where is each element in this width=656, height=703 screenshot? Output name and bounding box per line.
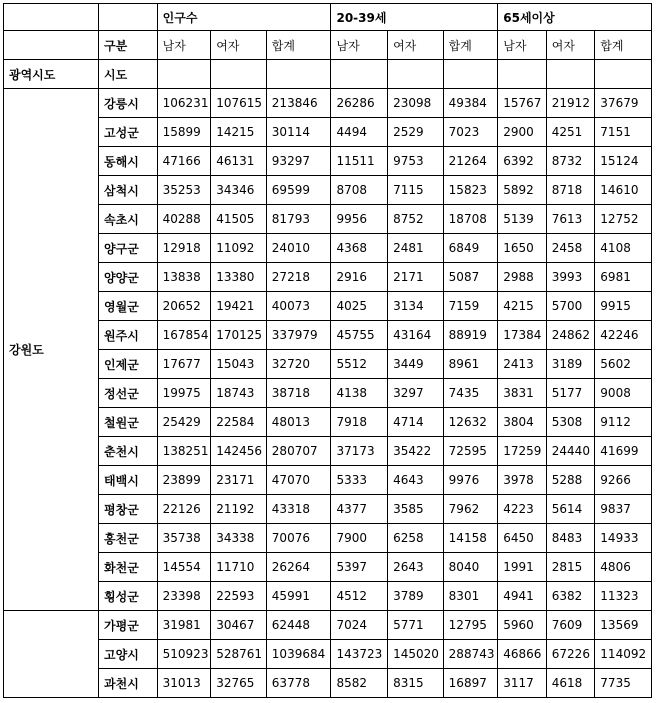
value-cell: 15043	[211, 350, 267, 379]
value-cell: 70076	[266, 524, 331, 553]
city-cell: 횡성군	[99, 582, 158, 611]
population-table	[3, 3, 652, 698]
value-cell: 7023	[443, 118, 498, 147]
value-cell: 4223	[498, 495, 547, 524]
value-cell: 8582	[331, 669, 388, 698]
value-cell: 32720	[266, 350, 331, 379]
city-cell: 화천군	[99, 553, 158, 582]
value-cell: 19421	[211, 292, 267, 321]
header-region-row	[4, 60, 652, 89]
value-cell: 17677	[157, 350, 211, 379]
value-cell: 14933	[595, 524, 652, 553]
value-cell: 8301	[443, 582, 498, 611]
value-cell: 7609	[546, 611, 595, 640]
value-cell: 15899	[157, 118, 211, 147]
value-cell: 5177	[546, 379, 595, 408]
value-cell: 2481	[388, 234, 444, 263]
value-cell: 6849	[443, 234, 498, 263]
value-cell: 30467	[211, 611, 267, 640]
value-cell: 26264	[266, 553, 331, 582]
value-cell: 8718	[546, 176, 595, 205]
value-cell: 11710	[211, 553, 267, 582]
value-cell: 21264	[443, 147, 498, 176]
value-cell: 3449	[388, 350, 444, 379]
value-cell: 6392	[498, 147, 547, 176]
header-group-row	[4, 4, 652, 31]
city-cell: 양양군	[99, 263, 158, 292]
city-cell: 평창군	[99, 495, 158, 524]
value-cell: 5771	[388, 611, 444, 640]
table-row	[4, 466, 652, 495]
value-cell: 25429	[157, 408, 211, 437]
value-cell: 8732	[546, 147, 595, 176]
value-cell: 4494	[331, 118, 388, 147]
value-cell: 23171	[211, 466, 267, 495]
header-total: 합계	[266, 31, 331, 60]
header-blank	[211, 60, 267, 89]
value-cell: 7962	[443, 495, 498, 524]
value-cell: 35738	[157, 524, 211, 553]
value-cell: 31981	[157, 611, 211, 640]
value-cell: 4512	[331, 582, 388, 611]
value-cell: 9753	[388, 147, 444, 176]
province-cell: 강원도	[4, 89, 99, 611]
value-cell: 17384	[498, 321, 547, 350]
value-cell: 16897	[443, 669, 498, 698]
value-cell: 2458	[546, 234, 595, 263]
table-row	[4, 495, 652, 524]
header-blank	[157, 60, 211, 89]
header-gubun: 구분	[99, 31, 158, 60]
city-cell: 속초시	[99, 205, 158, 234]
value-cell: 2815	[546, 553, 595, 582]
table-row	[4, 669, 652, 698]
table-row	[4, 234, 652, 263]
header-total: 합계	[443, 31, 498, 60]
value-cell: 9112	[595, 408, 652, 437]
value-cell: 3585	[388, 495, 444, 524]
value-cell: 4643	[388, 466, 444, 495]
city-cell: 삼척시	[99, 176, 158, 205]
value-cell: 40073	[266, 292, 331, 321]
value-cell: 41699	[595, 437, 652, 466]
city-cell: 인제군	[99, 350, 158, 379]
value-cell: 5308	[546, 408, 595, 437]
city-cell: 고양시	[99, 640, 158, 669]
city-cell: 태백시	[99, 466, 158, 495]
value-cell: 35253	[157, 176, 211, 205]
value-cell: 43164	[388, 321, 444, 350]
value-cell: 3804	[498, 408, 547, 437]
value-cell: 5333	[331, 466, 388, 495]
value-cell: 17259	[498, 437, 547, 466]
value-cell: 38718	[266, 379, 331, 408]
value-cell: 14158	[443, 524, 498, 553]
value-cell: 2171	[388, 263, 444, 292]
value-cell: 5139	[498, 205, 547, 234]
city-cell: 고성군	[99, 118, 158, 147]
value-cell: 13380	[211, 263, 267, 292]
value-cell: 5602	[595, 350, 652, 379]
value-cell: 143723	[331, 640, 388, 669]
value-cell: 2643	[388, 553, 444, 582]
value-cell: 138251	[157, 437, 211, 466]
value-cell: 43318	[266, 495, 331, 524]
value-cell: 37173	[331, 437, 388, 466]
header-blank	[443, 60, 498, 89]
value-cell: 5288	[546, 466, 595, 495]
value-cell: 7918	[331, 408, 388, 437]
value-cell: 88919	[443, 321, 498, 350]
header-male: 남자	[331, 31, 388, 60]
value-cell: 21912	[546, 89, 595, 118]
value-cell: 4025	[331, 292, 388, 321]
header-female: 여자	[211, 31, 267, 60]
table-row	[4, 611, 652, 640]
value-cell: 7151	[595, 118, 652, 147]
value-cell: 510923	[157, 640, 211, 669]
value-cell: 15767	[498, 89, 547, 118]
table-row	[4, 292, 652, 321]
value-cell: 14554	[157, 553, 211, 582]
value-cell: 27218	[266, 263, 331, 292]
value-cell: 18743	[211, 379, 267, 408]
value-cell: 4377	[331, 495, 388, 524]
table-row	[4, 321, 652, 350]
value-cell: 106231	[157, 89, 211, 118]
value-cell: 8961	[443, 350, 498, 379]
value-cell: 47070	[266, 466, 331, 495]
header-sido: 시도	[99, 60, 158, 89]
header-male: 남자	[498, 31, 547, 60]
value-cell: 34338	[211, 524, 267, 553]
value-cell: 4806	[595, 553, 652, 582]
value-cell: 14215	[211, 118, 267, 147]
table-row	[4, 582, 652, 611]
value-cell: 26286	[331, 89, 388, 118]
value-cell: 24862	[546, 321, 595, 350]
value-cell: 4251	[546, 118, 595, 147]
header-blank	[4, 31, 99, 60]
city-cell: 홍천군	[99, 524, 158, 553]
city-cell: 정선군	[99, 379, 158, 408]
value-cell: 4215	[498, 292, 547, 321]
value-cell: 3978	[498, 466, 547, 495]
value-cell: 12632	[443, 408, 498, 437]
value-cell: 4618	[546, 669, 595, 698]
value-cell: 72595	[443, 437, 498, 466]
table-row	[4, 205, 652, 234]
value-cell: 170125	[211, 321, 267, 350]
value-cell: 142456	[211, 437, 267, 466]
table-body	[4, 89, 652, 698]
value-cell: 2529	[388, 118, 444, 147]
header-blank	[388, 60, 444, 89]
value-cell: 34346	[211, 176, 267, 205]
city-cell: 강릉시	[99, 89, 158, 118]
header-total: 합계	[595, 31, 652, 60]
value-cell: 8315	[388, 669, 444, 698]
value-cell: 6382	[546, 582, 595, 611]
value-cell: 7435	[443, 379, 498, 408]
value-cell: 46131	[211, 147, 267, 176]
value-cell: 4138	[331, 379, 388, 408]
value-cell: 48013	[266, 408, 331, 437]
value-cell: 13569	[595, 611, 652, 640]
table-row	[4, 147, 652, 176]
header-blank	[331, 60, 388, 89]
table-row	[4, 640, 652, 669]
value-cell: 9915	[595, 292, 652, 321]
value-cell: 12918	[157, 234, 211, 263]
value-cell: 45755	[331, 321, 388, 350]
value-cell: 3297	[388, 379, 444, 408]
value-cell: 2916	[331, 263, 388, 292]
header-female: 여자	[546, 31, 595, 60]
value-cell: 7115	[388, 176, 444, 205]
value-cell: 3831	[498, 379, 547, 408]
value-cell: 213846	[266, 89, 331, 118]
value-cell: 288743	[443, 640, 498, 669]
value-cell: 1039684	[266, 640, 331, 669]
table-row	[4, 437, 652, 466]
province-cell	[4, 611, 99, 698]
value-cell: 9956	[331, 205, 388, 234]
table-row	[4, 379, 652, 408]
header-sub-row	[4, 31, 652, 60]
city-cell: 철원군	[99, 408, 158, 437]
value-cell: 41505	[211, 205, 267, 234]
table-row	[4, 408, 652, 437]
value-cell: 40288	[157, 205, 211, 234]
value-cell: 7613	[546, 205, 595, 234]
value-cell: 63778	[266, 669, 331, 698]
header-blank	[4, 4, 99, 31]
value-cell: 4368	[331, 234, 388, 263]
value-cell: 7735	[595, 669, 652, 698]
city-cell: 동해시	[99, 147, 158, 176]
value-cell: 9008	[595, 379, 652, 408]
value-cell: 6258	[388, 524, 444, 553]
value-cell: 280707	[266, 437, 331, 466]
value-cell: 12795	[443, 611, 498, 640]
value-cell: 35422	[388, 437, 444, 466]
value-cell: 6981	[595, 263, 652, 292]
value-cell: 8708	[331, 176, 388, 205]
value-cell: 167854	[157, 321, 211, 350]
value-cell: 20652	[157, 292, 211, 321]
value-cell: 69599	[266, 176, 331, 205]
value-cell: 24010	[266, 234, 331, 263]
value-cell: 5960	[498, 611, 547, 640]
value-cell: 32765	[211, 669, 267, 698]
table-row	[4, 89, 652, 118]
value-cell: 4941	[498, 582, 547, 611]
value-cell: 1650	[498, 234, 547, 263]
value-cell: 3189	[546, 350, 595, 379]
value-cell: 30114	[266, 118, 331, 147]
value-cell: 4714	[388, 408, 444, 437]
value-cell: 67226	[546, 640, 595, 669]
value-cell: 6450	[498, 524, 547, 553]
header-group-age-65plus: 65세이상	[498, 4, 652, 31]
value-cell: 1991	[498, 553, 547, 582]
value-cell: 93297	[266, 147, 331, 176]
value-cell: 47166	[157, 147, 211, 176]
value-cell: 19975	[157, 379, 211, 408]
value-cell: 11511	[331, 147, 388, 176]
value-cell: 23098	[388, 89, 444, 118]
value-cell: 22593	[211, 582, 267, 611]
city-cell: 원주시	[99, 321, 158, 350]
value-cell: 49384	[443, 89, 498, 118]
value-cell: 45991	[266, 582, 331, 611]
header-blank	[595, 60, 652, 89]
value-cell: 114092	[595, 640, 652, 669]
value-cell: 23398	[157, 582, 211, 611]
header-blank	[498, 60, 547, 89]
city-cell: 가평군	[99, 611, 158, 640]
value-cell: 18708	[443, 205, 498, 234]
value-cell: 7024	[331, 611, 388, 640]
value-cell: 4108	[595, 234, 652, 263]
value-cell: 9976	[443, 466, 498, 495]
value-cell: 337979	[266, 321, 331, 350]
value-cell: 24440	[546, 437, 595, 466]
value-cell: 14610	[595, 176, 652, 205]
value-cell: 3117	[498, 669, 547, 698]
table-row	[4, 350, 652, 379]
value-cell: 42246	[595, 321, 652, 350]
value-cell: 15124	[595, 147, 652, 176]
value-cell: 3993	[546, 263, 595, 292]
city-cell: 춘천시	[99, 437, 158, 466]
table-row	[4, 553, 652, 582]
city-cell: 영월군	[99, 292, 158, 321]
value-cell: 12752	[595, 205, 652, 234]
value-cell: 21192	[211, 495, 267, 524]
value-cell: 46866	[498, 640, 547, 669]
city-cell: 과천시	[99, 669, 158, 698]
header-blank	[546, 60, 595, 89]
value-cell: 3134	[388, 292, 444, 321]
table-row	[4, 176, 652, 205]
value-cell: 2900	[498, 118, 547, 147]
table-row	[4, 524, 652, 553]
value-cell: 9266	[595, 466, 652, 495]
value-cell: 11092	[211, 234, 267, 263]
header-group-population: 인구수	[157, 4, 331, 31]
value-cell: 528761	[211, 640, 267, 669]
value-cell: 5892	[498, 176, 547, 205]
value-cell: 31013	[157, 669, 211, 698]
value-cell: 2413	[498, 350, 547, 379]
value-cell: 8483	[546, 524, 595, 553]
table-row	[4, 118, 652, 147]
value-cell: 15823	[443, 176, 498, 205]
value-cell: 5087	[443, 263, 498, 292]
value-cell: 22126	[157, 495, 211, 524]
value-cell: 107615	[211, 89, 267, 118]
value-cell: 37679	[595, 89, 652, 118]
value-cell: 7900	[331, 524, 388, 553]
value-cell: 22584	[211, 408, 267, 437]
header-blank	[266, 60, 331, 89]
header-male: 남자	[157, 31, 211, 60]
city-cell: 양구군	[99, 234, 158, 263]
value-cell: 11323	[595, 582, 652, 611]
value-cell: 5700	[546, 292, 595, 321]
value-cell: 5614	[546, 495, 595, 524]
value-cell: 8040	[443, 553, 498, 582]
header-group-age-20-39: 20-39세	[331, 4, 498, 31]
value-cell: 81793	[266, 205, 331, 234]
table-row	[4, 263, 652, 292]
header-blank	[99, 4, 158, 31]
header-region: 광역시도	[4, 60, 99, 89]
value-cell: 145020	[388, 640, 444, 669]
value-cell: 13838	[157, 263, 211, 292]
value-cell: 7159	[443, 292, 498, 321]
value-cell: 3789	[388, 582, 444, 611]
value-cell: 5397	[331, 553, 388, 582]
value-cell: 62448	[266, 611, 331, 640]
value-cell: 8752	[388, 205, 444, 234]
value-cell: 23899	[157, 466, 211, 495]
value-cell: 5512	[331, 350, 388, 379]
value-cell: 9837	[595, 495, 652, 524]
header-female: 여자	[388, 31, 444, 60]
value-cell: 2988	[498, 263, 547, 292]
